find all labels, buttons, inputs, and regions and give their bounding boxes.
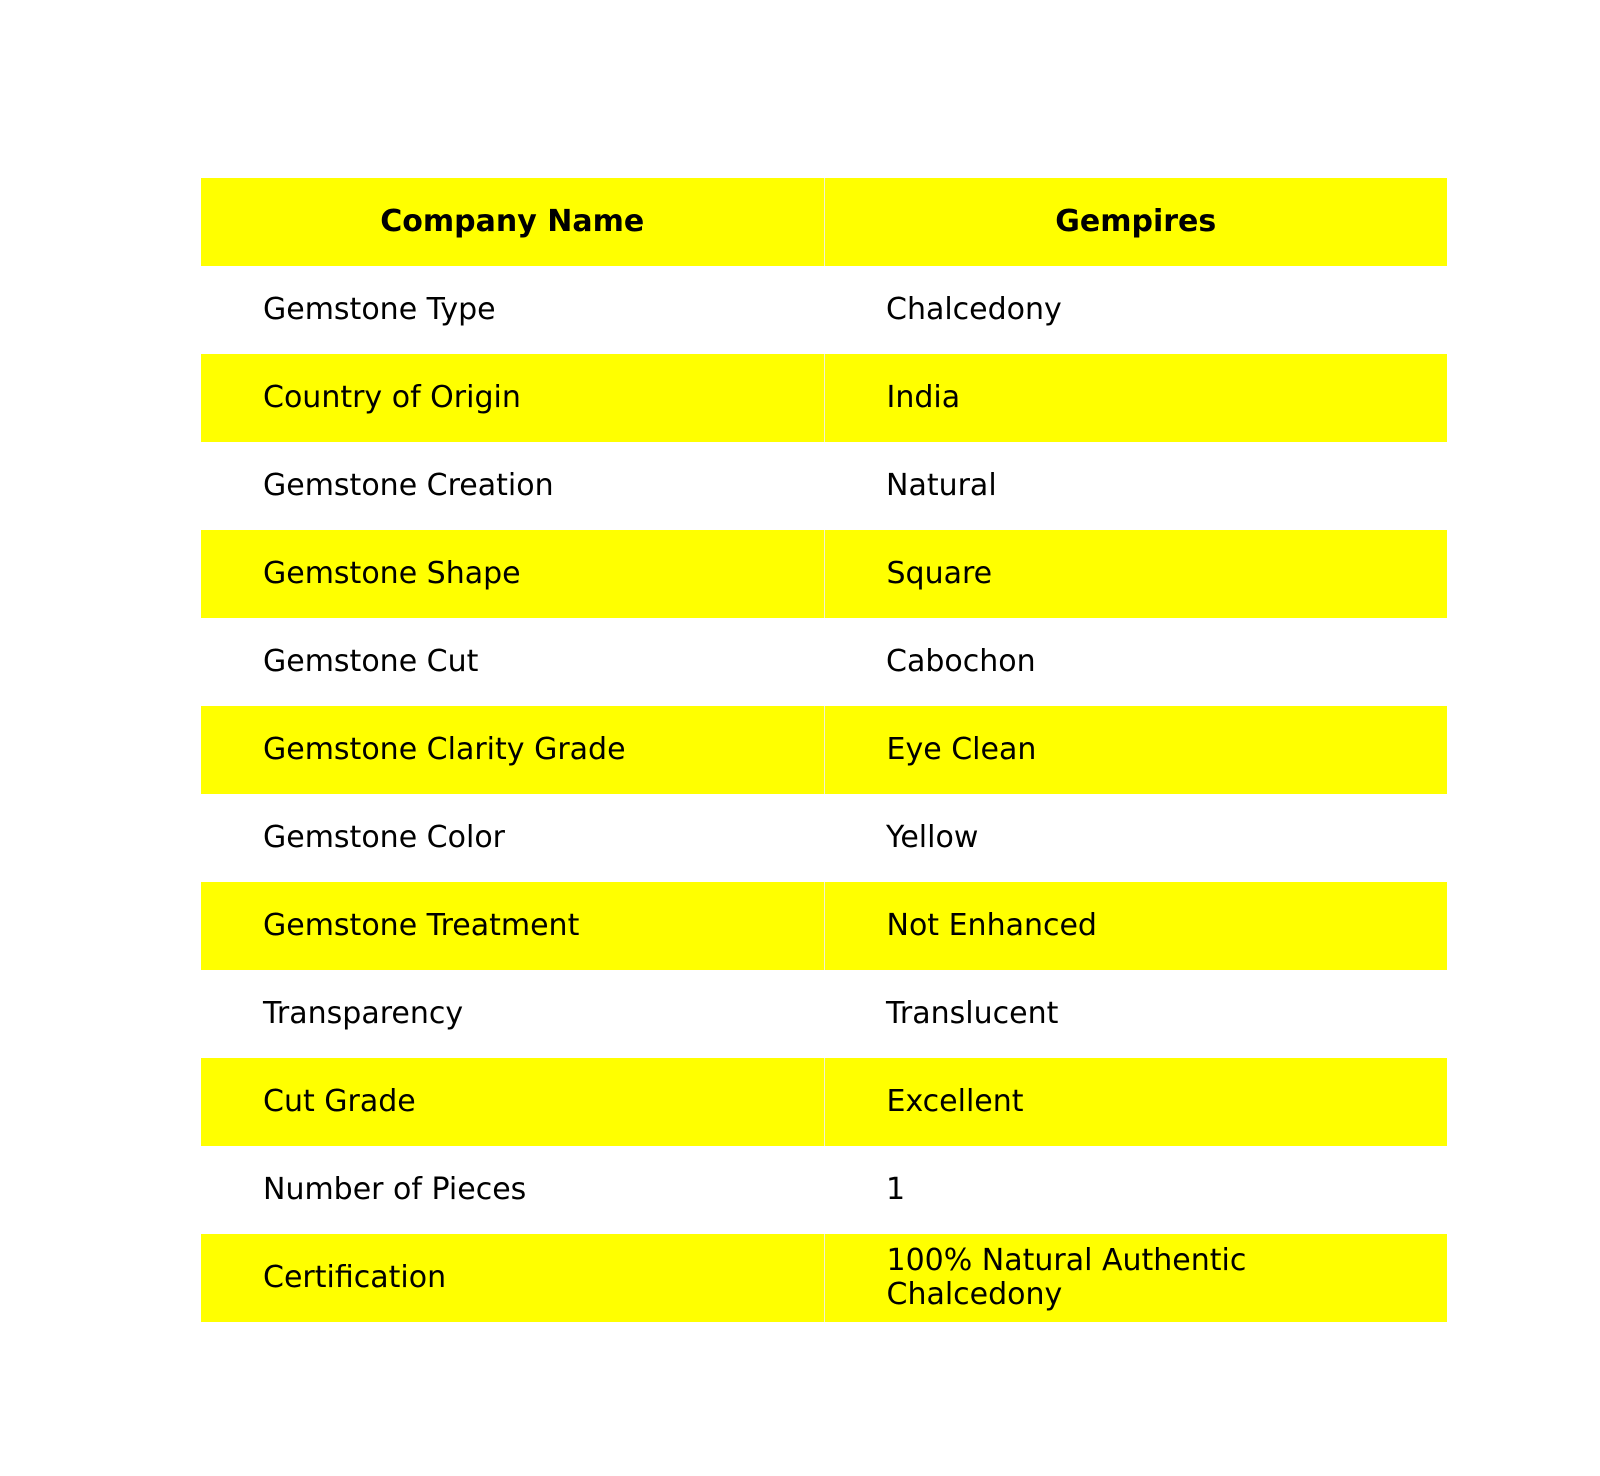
table-row (201, 1058, 1447, 1146)
table-header-row (201, 178, 1447, 266)
table-row (201, 530, 1447, 618)
table-row (201, 354, 1447, 442)
row-value: Square (824, 530, 1447, 618)
row-label: Gemstone Clarity Grade (201, 706, 824, 794)
row-label: Number of Pieces (201, 1146, 824, 1234)
header-label: Company Name (201, 178, 824, 266)
table-row (201, 1234, 1447, 1322)
row-label: Transparency (201, 970, 824, 1058)
gemstone-spec-table (201, 178, 1447, 1322)
table-row (201, 1146, 1447, 1234)
row-label: Gemstone Type (201, 266, 824, 354)
row-value: Eye Clean (824, 706, 1447, 794)
row-label: Country of Origin (201, 354, 824, 442)
table-row (201, 706, 1447, 794)
table-row (201, 970, 1447, 1058)
row-value: Not Enhanced (824, 882, 1447, 970)
row-value: Excellent (824, 1058, 1447, 1146)
table-row (201, 882, 1447, 970)
row-value: 1 (824, 1146, 1447, 1234)
row-label: Certification (201, 1234, 824, 1322)
row-label: Gemstone Creation (201, 442, 824, 530)
row-value: Translucent (824, 970, 1447, 1058)
row-label: Gemstone Shape (201, 530, 824, 618)
row-value: 100% Natural Authentic Chalcedony (824, 1234, 1447, 1322)
row-value: Yellow (824, 794, 1447, 882)
row-value: Chalcedony (824, 266, 1447, 354)
row-value: India (824, 354, 1447, 442)
row-label: Gemstone Treatment (201, 882, 824, 970)
row-label: Cut Grade (201, 1058, 824, 1146)
table-row (201, 266, 1447, 354)
table-row (201, 442, 1447, 530)
row-label: Gemstone Cut (201, 618, 824, 706)
header-value: Gempires (824, 178, 1447, 266)
row-value: Natural (824, 442, 1447, 530)
table-row (201, 618, 1447, 706)
table-row (201, 794, 1447, 882)
row-label: Gemstone Color (201, 794, 824, 882)
row-value: Cabochon (824, 618, 1447, 706)
